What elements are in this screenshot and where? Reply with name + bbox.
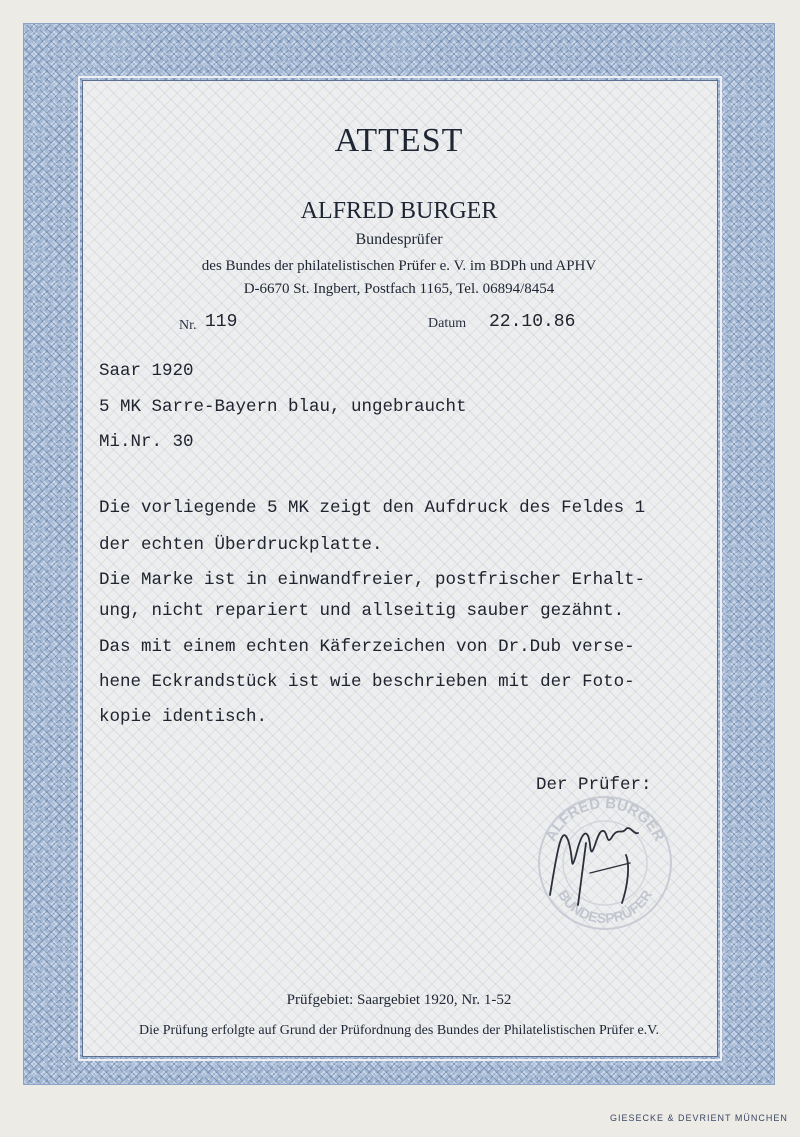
body-line: der echten Überdruckplatte. — [99, 535, 383, 555]
body-line: Die vorliegende 5 MK zeigt den Aufdruck des Feldes 1 — [99, 498, 646, 518]
number-value: 119 — [205, 312, 238, 332]
address-line: D-6670 St. Ingbert, Postfach 1165, Tel. 06894/8454 — [243, 281, 555, 297]
svg-text:BUNDESPRÜFER: BUNDESPRÜFER — [554, 887, 656, 927]
date-value: 22.10.86 — [489, 312, 576, 332]
svg-text:ALFRED BURGER: ALFRED BURGER — [542, 794, 668, 845]
number-label: Nr. — [179, 318, 197, 333]
catalogue-number: Mi.Nr. 30 — [99, 432, 194, 452]
printer-imprint: GIESECKE & DEVRIENT MÜNCHEN — [610, 1113, 788, 1123]
stamp-issue: Saar 1920 — [99, 361, 194, 381]
body-line: ung, nicht repariert und allseitig sauber gezähnt. — [99, 601, 625, 621]
signature-label: Der Prüfer: — [536, 775, 652, 795]
stamp-description: 5 MK Sarre-Bayern blau, ungebraucht — [99, 397, 467, 417]
examination-rules: Die Prüfung erfolgte auf Grund der Prüfordnung des Bundes der Philatelistischen Prüfer e.V. — [139, 1023, 659, 1038]
body-line: Die Marke ist in einwandfreier, postfrischer Erhalt- — [99, 570, 646, 590]
examination-scope: Prüfgebiet: Saargebiet 1920, Nr. 1-52 — [286, 992, 512, 1008]
body-line: kopie identisch. — [99, 707, 268, 727]
body-line: Das mit einem echten Käferzeichen von Dr.Dub verse- — [99, 637, 635, 657]
association-line: des Bundes der philatelistischen Prüfer e. V. im BDPh und APHV — [201, 258, 597, 274]
examiner-name: ALFRED BURGER — [300, 198, 498, 224]
embossed-seal-signature — [530, 785, 680, 935]
body-line: hene Eckrandstück ist wie beschrieben mit der Foto- — [99, 672, 635, 692]
date-label: Datum — [428, 316, 467, 331]
certificate-title: ATTEST — [334, 122, 464, 159]
examiner-title: Bundesprüfer — [355, 231, 443, 248]
